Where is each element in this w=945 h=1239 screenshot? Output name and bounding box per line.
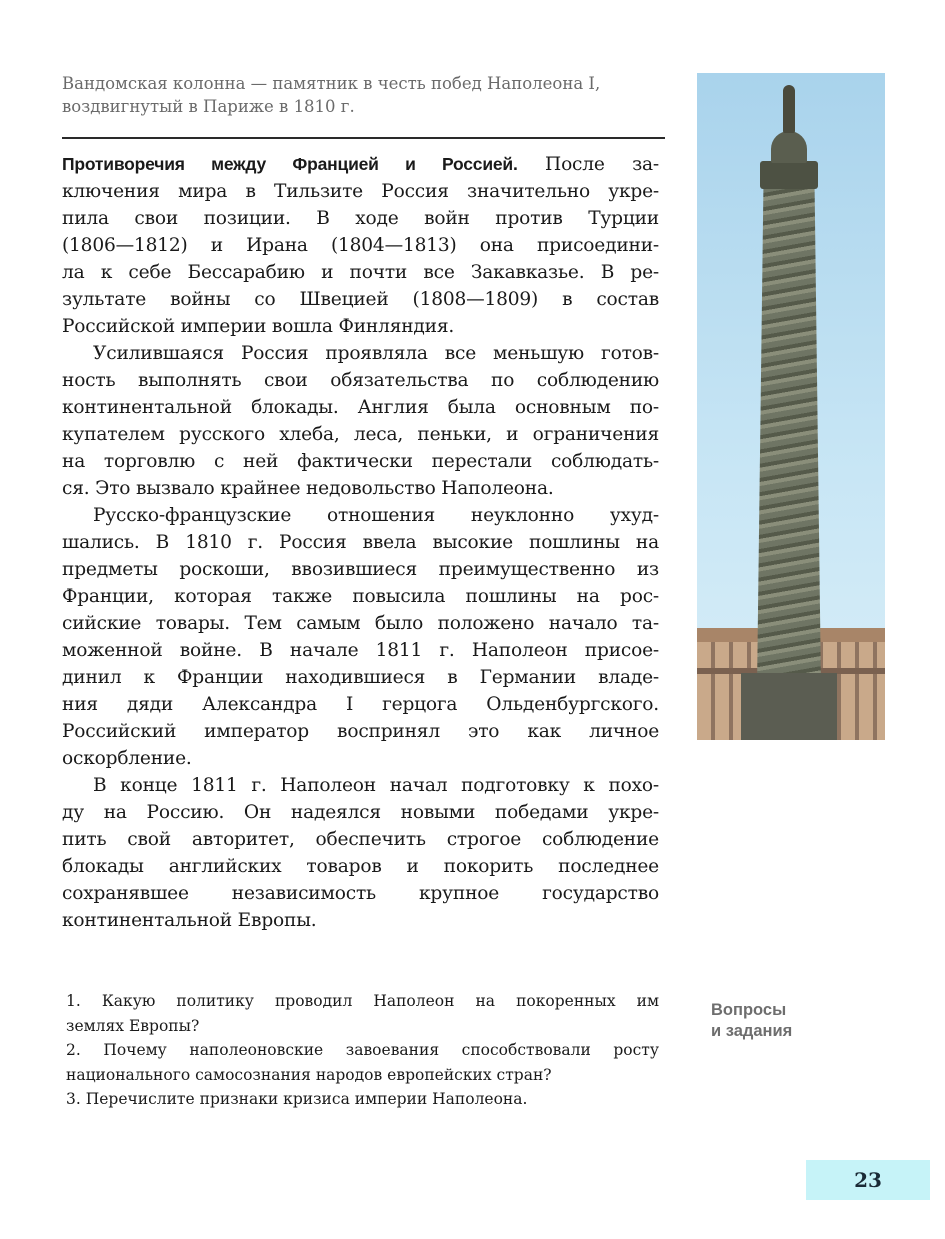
question-line: землях Европы? [66, 1016, 200, 1035]
question-line: национального самосознания народов европейских стран? [66, 1065, 552, 1084]
section-heading: Противоречия между Францией и Россией. [62, 154, 518, 174]
column-shaft [757, 188, 821, 688]
caption-line: воздвигнутый в Париже в 1810 г. [62, 97, 355, 116]
vendome-column-photo [697, 73, 885, 740]
divider [62, 137, 665, 139]
text-line: (1806—1812) и Ирана (1804—1813) она присоедини- [62, 235, 659, 256]
text-line: ния дяди Александра I герцога Ольденбургского. [62, 694, 659, 715]
main-text [62, 151, 659, 934]
text-line: Франции, которая также повысила пошлины на рос- [62, 586, 659, 607]
text-line: пила свои позиции. В ходе войн против Турции [62, 208, 659, 229]
text-line: на торговлю с ней фактически перестали соблюдать- [62, 451, 659, 472]
text-line: купателем русского хлеба, леса, пеньки, и ограничения [62, 424, 659, 445]
questions-heading-line: и задания [711, 1022, 793, 1040]
text-line: В конце 1811 г. Наполеон начал подготовку к похо- [93, 775, 659, 796]
text-line: зультате войны со Швецией (1808—1809) в состав [62, 289, 659, 310]
statue [783, 85, 795, 133]
column-capital [760, 161, 818, 189]
text-line: ключения мира в Тильзите Россия значительно укре- [62, 181, 659, 202]
column-base [741, 673, 837, 740]
figure-caption [62, 72, 667, 118]
caption-line: Вандомская колонна — памятник в честь побед Наполеона I, [62, 74, 601, 93]
question-line: 2. Почему наполеоновские завоевания способствовали росту [66, 1041, 659, 1059]
text-line: предметы роскоши, ввозившиеся преимущественно из [62, 559, 659, 580]
text-line: ся. Это вызвало крайнее недовольство Наполеона. [62, 478, 554, 499]
questions-heading [711, 1000, 792, 1042]
text-line: сийские товары. Тем самым было положено начало та- [62, 613, 659, 634]
question-line: 3. Перечислите признаки кризиса империи Наполеона. [66, 1090, 528, 1108]
text-line: сохранявшее независимость крупное государство [62, 883, 659, 904]
text-line: блокады английских товаров и покорить последнее [62, 856, 659, 877]
text-line: пить свой авторитет, обеспечить строгое соблюдение [62, 829, 659, 850]
text-line: континентальной Европы. [62, 910, 317, 931]
text-line: Российский император воспринял это как личное [62, 721, 659, 742]
text-line: динил к Франции находившиеся в Германии владе- [62, 667, 659, 688]
text-line: оскорбление. [62, 748, 192, 769]
text-line: Российской империи вошла Финляндия. [62, 316, 455, 337]
text-line: шались. В 1810 г. Россия ввела высокие пошлины на [62, 532, 659, 553]
text-span: После за- [517, 154, 659, 175]
question-line: 1. Какую политику проводил Наполеон на покоренных им [66, 992, 659, 1010]
text-line: ду на Россию. Он надеялся новыми победами укре- [62, 802, 659, 823]
column-drum [771, 131, 807, 163]
text-line: ла к себе Бессарабию и почти все Закавказье. В ре- [62, 262, 659, 283]
text-line [62, 151, 659, 178]
questions-list [66, 989, 659, 1112]
page-number: 23 [806, 1160, 930, 1200]
questions-heading-line: Вопросы [711, 1001, 787, 1019]
text-line: моженной войне. В начале 1811 г. Наполеон присое- [62, 640, 659, 661]
text-line: континентальной блокады. Англия была основным по- [62, 397, 659, 418]
text-line: Усилившаяся Россия проявляла все меньшую готов- [93, 343, 659, 364]
text-line: Русско-французские отношения неуклонно ухуд- [93, 505, 659, 526]
text-line: ность выполнять свои обязательства по соблюдению [62, 370, 659, 391]
